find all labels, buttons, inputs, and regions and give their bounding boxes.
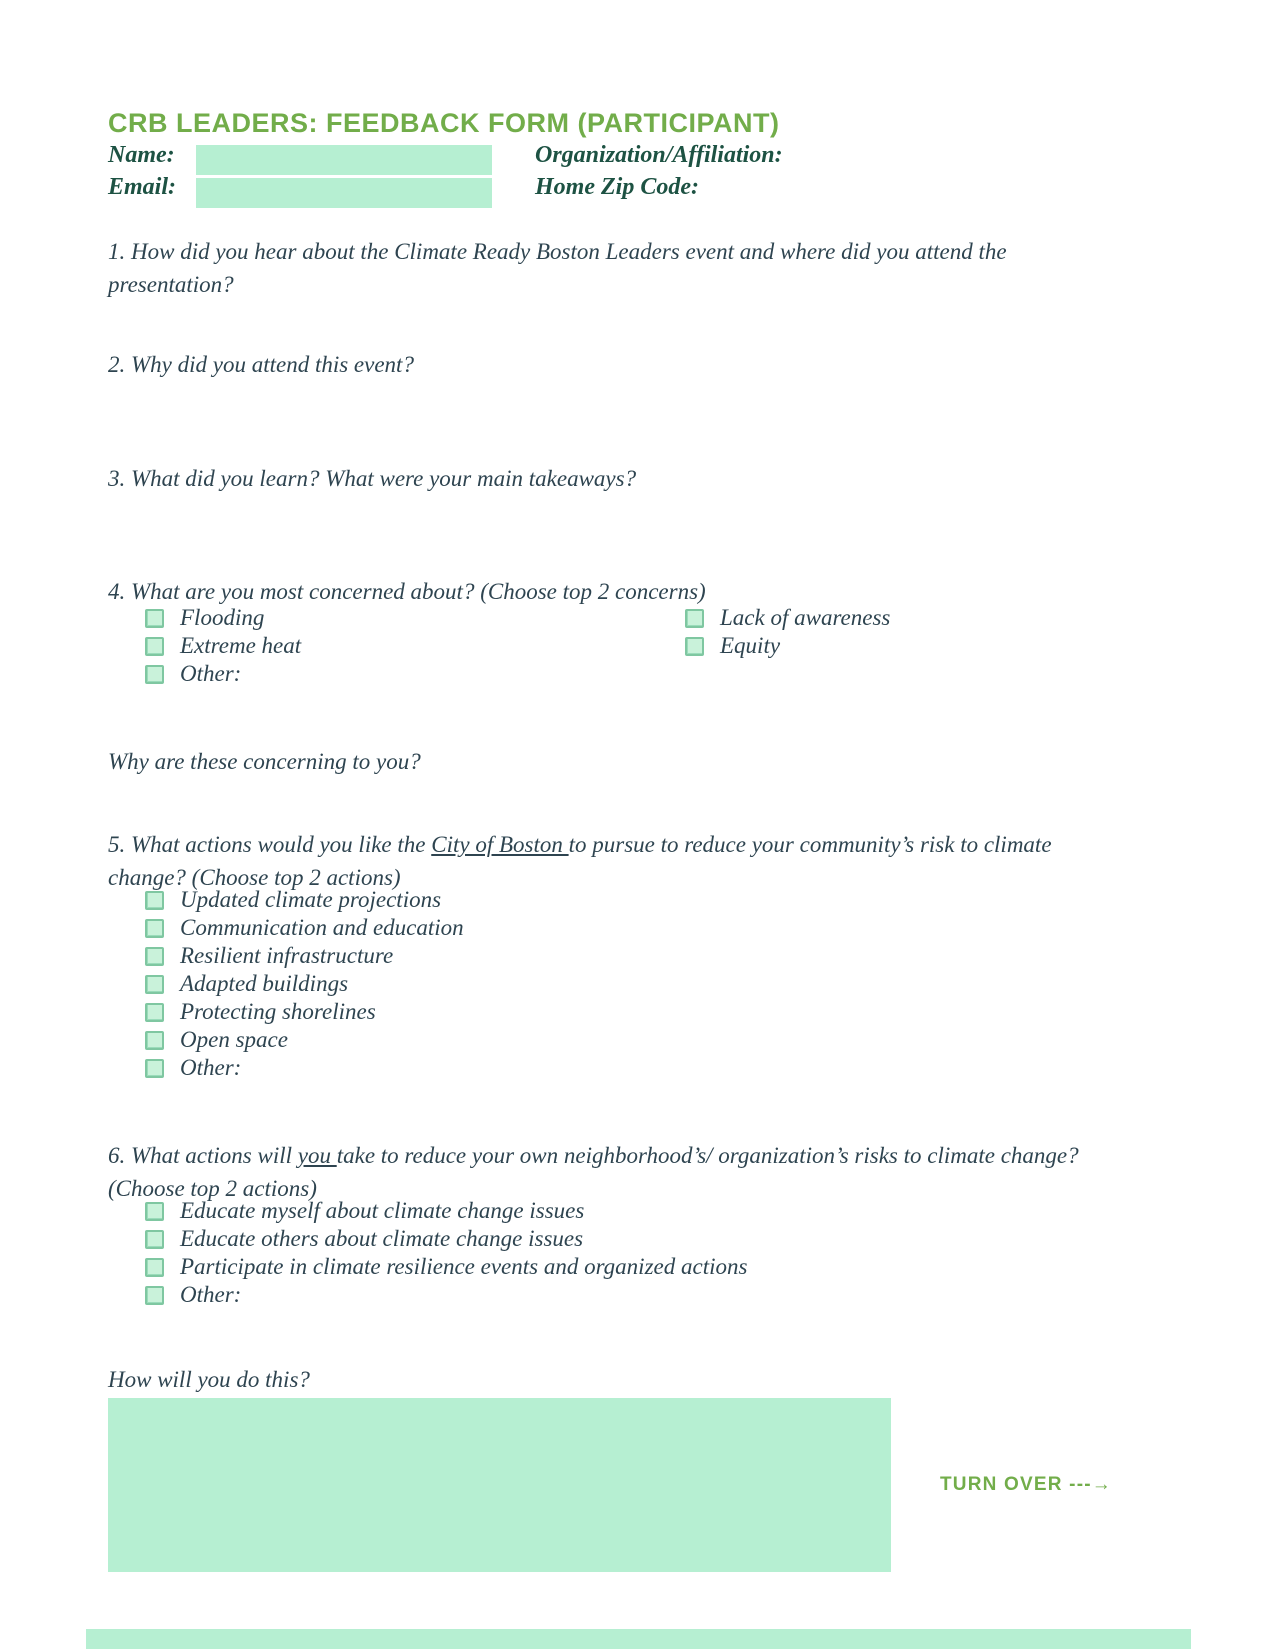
q5-option-adapted-buildings[interactable]: [145, 970, 464, 998]
checkbox-icon[interactable]: [145, 975, 164, 994]
checkbox-icon[interactable]: [685, 609, 704, 628]
q5-option-updated-climate-projections[interactable]: [145, 886, 464, 914]
question-6-followup: How will you do this?: [108, 1367, 310, 1392]
q6-options: [145, 1197, 747, 1309]
option-label: Equity: [720, 633, 781, 658]
q5-option-communication-and-education[interactable]: [145, 914, 464, 942]
option-label: Other:: [180, 661, 242, 686]
option-label: Educate others about climate change issues: [180, 1226, 584, 1251]
turn-over-label: TURN OVER ---→: [940, 1474, 1112, 1495]
q4-options-left: [145, 604, 301, 688]
organization-label: Organization/Affiliation:: [535, 142, 783, 168]
option-label: Protecting shorelines: [180, 999, 376, 1024]
question-2: 2. Why did you attend this event?: [108, 352, 414, 377]
q4-option-equity[interactable]: [685, 632, 890, 660]
checkbox-icon[interactable]: [145, 1258, 164, 1277]
checkbox-icon[interactable]: [685, 637, 704, 656]
checkbox-icon[interactable]: [145, 1230, 164, 1249]
option-label: Updated climate projections: [180, 887, 442, 912]
question-5-underlined: City of Boston: [431, 832, 569, 857]
checkbox-icon[interactable]: [145, 1202, 164, 1221]
checkbox-icon[interactable]: [145, 1059, 164, 1078]
answer-textarea-overflow[interactable]: [86, 1629, 1191, 1649]
option-label: Open space: [180, 1027, 288, 1052]
question-6: [108, 1139, 1118, 1205]
checkbox-icon[interactable]: [145, 609, 164, 628]
question-5-pre: 5. What actions would you like the: [108, 832, 432, 857]
option-label: Other:: [180, 1055, 242, 1080]
checkbox-icon[interactable]: [145, 947, 164, 966]
checkbox-icon[interactable]: [145, 665, 164, 684]
name-label: Name:: [108, 142, 175, 168]
q4-options-right: [685, 604, 890, 660]
q6-option-other[interactable]: [145, 1281, 747, 1309]
q5-options: [145, 886, 464, 1082]
option-label: Lack of awareness: [720, 605, 891, 630]
question-4-followup: Why are these concerning to you?: [108, 749, 421, 774]
checkbox-icon[interactable]: [145, 1003, 164, 1022]
option-label: Adapted buildings: [180, 971, 349, 996]
option-label: Communication and education: [180, 915, 464, 940]
option-label: Other:: [180, 1282, 242, 1307]
checkbox-icon[interactable]: [145, 919, 164, 938]
q5-option-other[interactable]: [145, 1054, 464, 1082]
q4-option-extreme-heat[interactable]: [145, 632, 301, 660]
option-label: Flooding: [180, 605, 265, 630]
q6-option-participate[interactable]: [145, 1253, 747, 1281]
question-6-pre: 6. What actions will: [108, 1143, 298, 1168]
question-4: 4. What are you most concerned about? (Choose top 2 concerns): [108, 579, 706, 604]
email-input[interactable]: [196, 178, 492, 208]
checkbox-icon[interactable]: [145, 891, 164, 910]
zip-label: Home Zip Code:: [535, 174, 699, 200]
question-6-underlined: you: [297, 1143, 337, 1168]
checkbox-icon[interactable]: [145, 1031, 164, 1050]
q6-option-educate-others[interactable]: [145, 1225, 747, 1253]
name-input[interactable]: [196, 145, 492, 175]
question-5-post: to pursue to reduce your community’s risk to climate change? (Choose top 2 actions): [108, 832, 1052, 890]
question-1: 1. How did you hear about the Climate Ready Boston Leaders event and where did you attend the presentation?: [108, 239, 1007, 297]
answer-textarea[interactable]: [108, 1398, 891, 1572]
page-title: CRB LEADERS: FEEDBACK FORM (PARTICIPANT): [108, 108, 780, 138]
question-5: [108, 828, 1118, 894]
q4-option-lack-of-awareness[interactable]: [685, 604, 890, 632]
checkbox-icon[interactable]: [145, 1286, 164, 1305]
q4-option-other[interactable]: [145, 660, 301, 688]
option-label: Extreme heat: [180, 633, 302, 658]
option-label: Participate in climate resilience events and organized actions: [180, 1254, 748, 1279]
q5-option-open-space[interactable]: [145, 1026, 464, 1054]
email-label: Email:: [108, 174, 177, 200]
q5-option-resilient-infrastructure[interactable]: [145, 942, 464, 970]
option-label: Resilient infrastructure: [180, 943, 394, 968]
q4-option-flooding[interactable]: [145, 604, 301, 632]
option-label: Educate myself about climate change issues: [180, 1198, 585, 1223]
checkbox-icon[interactable]: [145, 637, 164, 656]
q5-option-protecting-shorelines[interactable]: [145, 998, 464, 1026]
q6-option-educate-myself[interactable]: [145, 1197, 747, 1225]
question-3: 3. What did you learn? What were your main takeaways?: [108, 466, 637, 491]
question-6-post: take to reduce your own neighborhood’s/ organization’s risks to climate change? (Choose top 2 actions): [108, 1143, 1079, 1201]
